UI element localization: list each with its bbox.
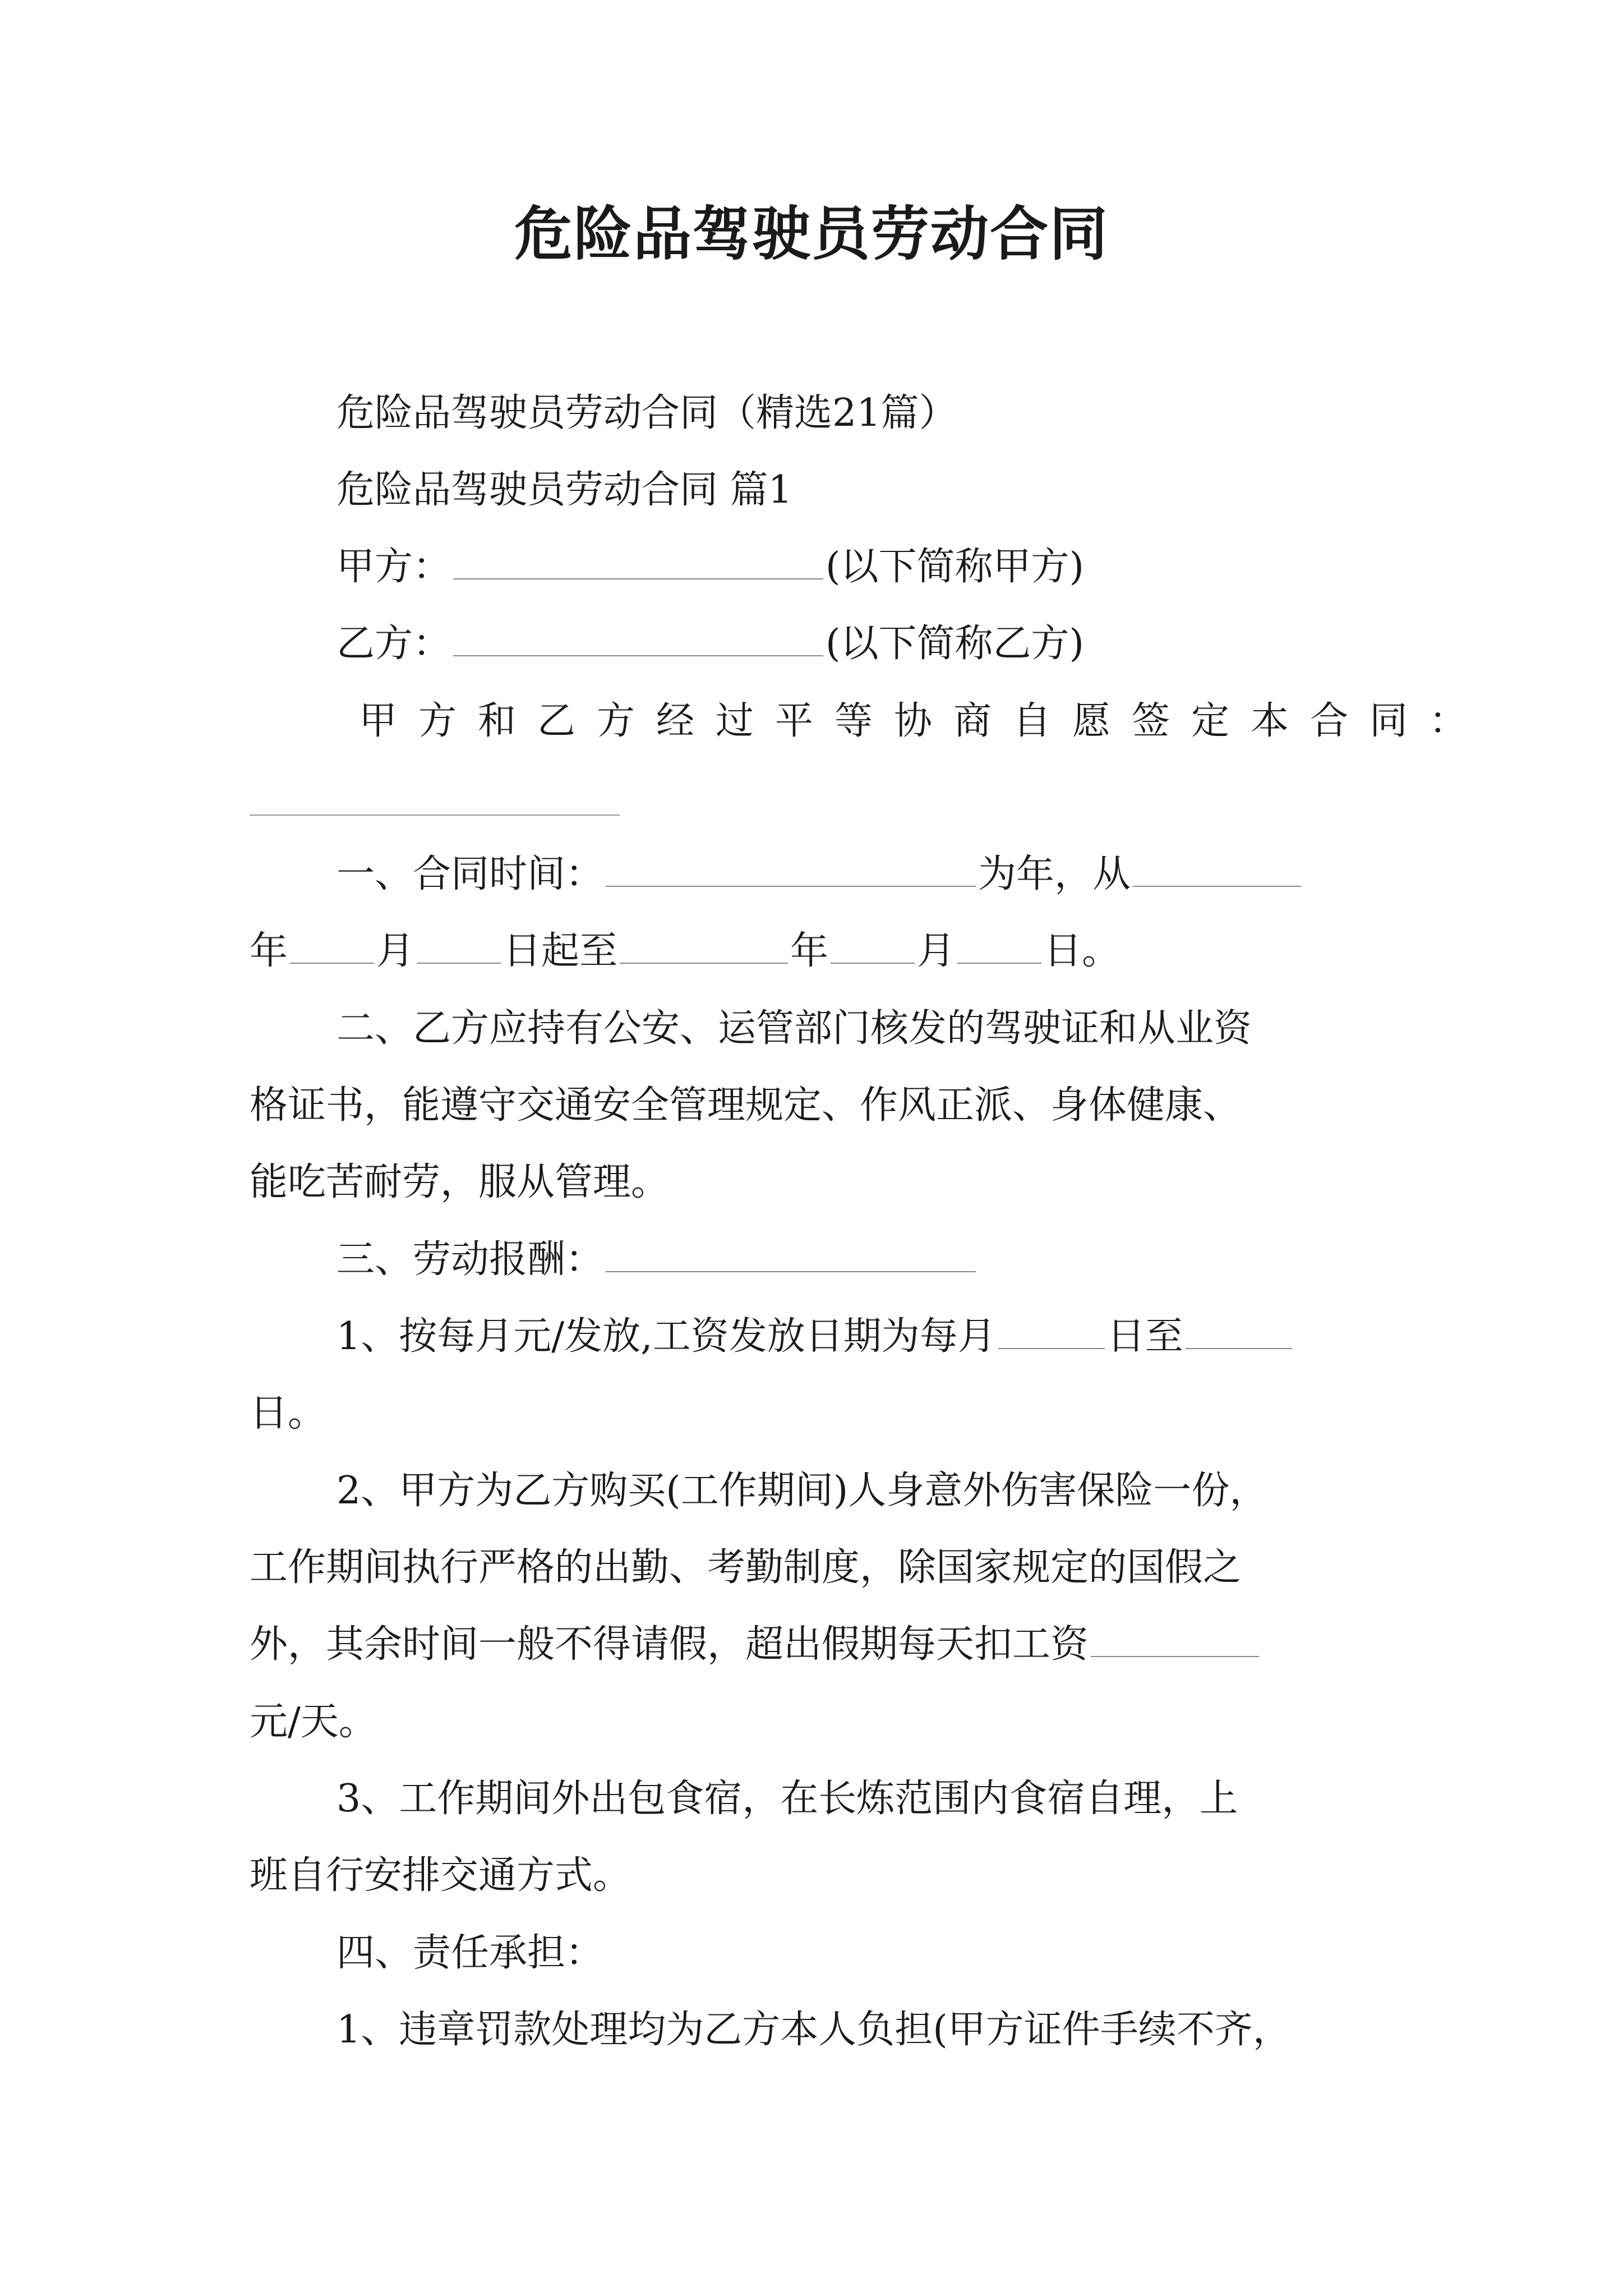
clause3-heading-line bbox=[336, 1237, 978, 1282]
pay-day-to-label: 日至 bbox=[1106, 1314, 1183, 1359]
clause1-label: 一、合同时间： bbox=[336, 852, 604, 896]
document-subtitle: 危险品驾驶员劳动合同（精选21篇） bbox=[336, 391, 957, 435]
month-label: 月 bbox=[376, 929, 415, 973]
clause3-2-line1: 2、甲方为乙方购买(工作期间)人身意外伤害保险一份， bbox=[336, 1469, 1268, 1513]
clause1-mid: 为年，从 bbox=[978, 852, 1131, 896]
deduction-text: 外，其余时间一般不得请假，超出假期每天扣工资 bbox=[250, 1622, 1089, 1667]
year-label: 年 bbox=[250, 929, 288, 973]
remuneration-blank bbox=[606, 1271, 976, 1272]
agreement-intro: 甲方和乙方经过平等协商自愿签定本合同： bbox=[359, 699, 1489, 743]
party-a-line bbox=[336, 545, 1085, 589]
start-day-blank bbox=[417, 962, 501, 964]
clause2-line2: 格证书，能遵守交通安全管理规定、作风正派、身体健康、 bbox=[250, 1083, 1242, 1128]
clause3-heading: 三、劳动报酬： bbox=[336, 1237, 604, 1282]
party-b-label: 乙方： bbox=[336, 622, 451, 666]
clause3-3-line2: 班自行安排交通方式。 bbox=[250, 1853, 631, 1898]
month-label-2: 月 bbox=[917, 929, 956, 973]
end-day-blank bbox=[957, 962, 1041, 964]
clause3-2-line2: 工作期间执行严格的出勤、考勤制度，除国家规定的国假之 bbox=[250, 1545, 1242, 1590]
start-year-blank bbox=[1133, 885, 1301, 887]
clause3-1-line1 bbox=[336, 1314, 1294, 1359]
intro-blank-rule bbox=[250, 815, 620, 816]
year-label-2: 年 bbox=[790, 929, 829, 973]
clause3-2-line3 bbox=[250, 1622, 1261, 1667]
clause3-2-line4: 元/天。 bbox=[250, 1700, 377, 1744]
party-a-label: 甲方： bbox=[336, 545, 451, 589]
clause4-heading: 四、责任承担： bbox=[336, 1931, 604, 1975]
clause2-line3: 能吃苦耐劳，服从管理。 bbox=[250, 1160, 670, 1204]
clause3-3-line1: 3、工作期间外出包食宿，在长炼范围内食宿自理，上 bbox=[336, 1777, 1238, 1821]
end-month-blank bbox=[831, 962, 915, 964]
contract-term-blank bbox=[606, 885, 976, 887]
start-month-blank bbox=[290, 962, 374, 964]
party-b-line bbox=[336, 622, 1085, 666]
party-b-blank bbox=[453, 655, 823, 656]
day-end-label: 日。 bbox=[1044, 929, 1121, 973]
pay-text: 1、按每月元/发放,工资发放日期为每月 bbox=[336, 1314, 996, 1359]
clause3-1-line2: 日。 bbox=[250, 1391, 326, 1435]
clause4-1-line1: 1、违章罚款处理均为乙方本人负担(甲方证件手续不齐， bbox=[336, 2008, 1291, 2052]
document-title: 危险品驾驶员劳动合同 bbox=[514, 200, 1109, 268]
clause2-line1: 二、乙方应持有公安、运管部门核发的驾驶证和从业资 bbox=[336, 1006, 1252, 1051]
deduction-blank bbox=[1091, 1655, 1259, 1657]
clause1-line2 bbox=[250, 929, 1121, 973]
end-year-blank bbox=[620, 962, 788, 964]
section-heading: 危险品驾驶员劳动合同 篇1 bbox=[336, 468, 792, 512]
party-a-suffix: (以下简称甲方) bbox=[826, 545, 1085, 589]
day-from-label: 日起至 bbox=[503, 929, 618, 973]
party-b-suffix: (以下简称乙方) bbox=[826, 622, 1085, 666]
pay-day-from-blank bbox=[998, 1347, 1105, 1349]
clause1-line1 bbox=[336, 852, 1303, 896]
party-a-blank bbox=[453, 578, 823, 579]
pay-day-to-blank bbox=[1186, 1347, 1292, 1349]
